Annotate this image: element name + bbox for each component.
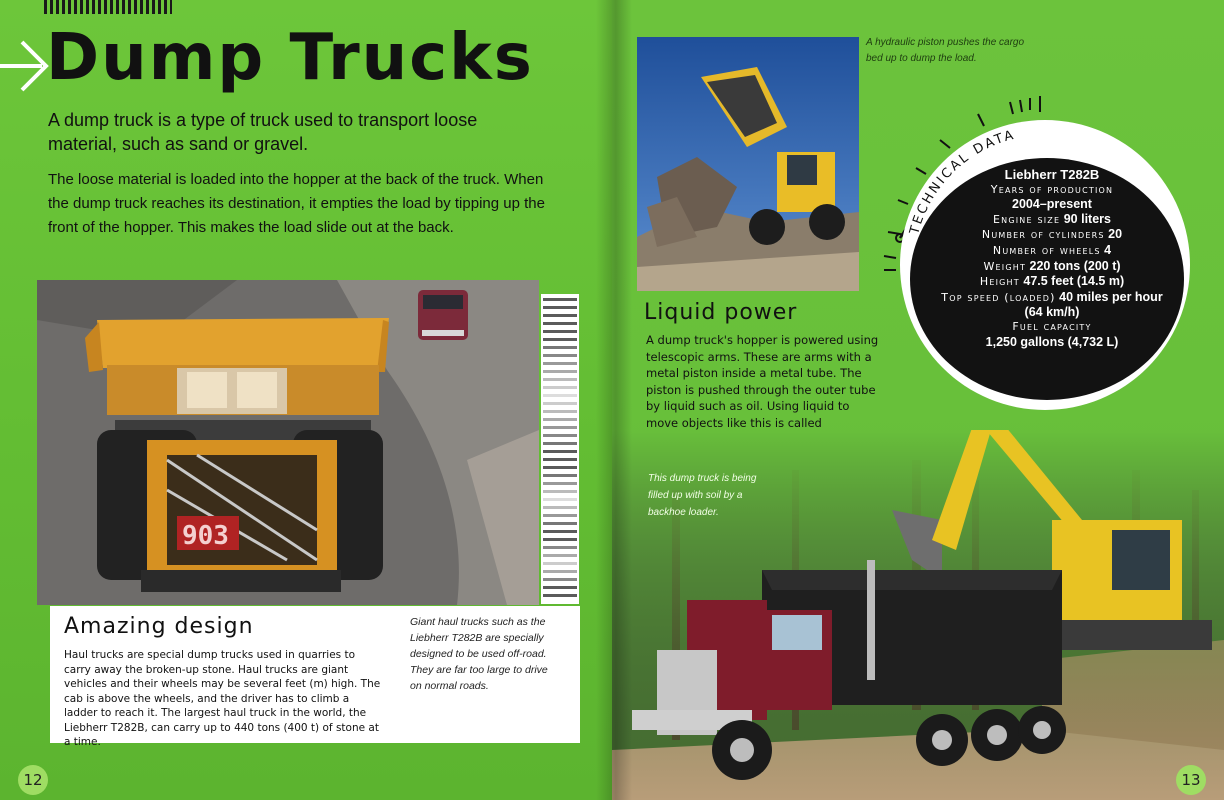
design-heading: Amazing design bbox=[64, 614, 254, 639]
tipping-caption: A hydraulic piston pushes the cargo bed up to dump the load. bbox=[866, 37, 1025, 64]
tech-weight-value: 220 tons (200 t) bbox=[1029, 258, 1121, 273]
tech-data-title: TECHNICAL DATA bbox=[907, 127, 1018, 237]
haul-truck-caption: Giant haul trucks such as the Liebherr T282B are specially designed to be used off-road. They are far too large to drive on normal roads. bbox=[410, 616, 548, 692]
tech-height-label: Height bbox=[979, 275, 1020, 289]
page-number-right: 13 bbox=[1176, 765, 1206, 795]
tech-years-value: 2004–present bbox=[1012, 197, 1092, 212]
arrow-icon bbox=[0, 38, 50, 94]
car bbox=[418, 290, 468, 340]
book-gutter bbox=[596, 0, 632, 800]
tech-vehicle-name: Liebherr T282B bbox=[1004, 167, 1100, 182]
header-stripes bbox=[44, 0, 172, 14]
tech-fuel-value: 1,250 gallons (4,732 L) bbox=[985, 334, 1119, 349]
tech-engine-label: Engine size bbox=[993, 212, 1061, 226]
tech-speed-value: 40 miles per hour bbox=[1059, 289, 1163, 304]
body-paragraph: The loose material is loaded into the hopper at the back of the truck. When the dump truck reaches its destination, it empties the load by tipping up the front of the hopper. This makes the load slide out at the back. bbox=[48, 171, 545, 236]
tech-wheels-value: 4 bbox=[1104, 242, 1112, 257]
tech-speed-label: Top speed (loaded) bbox=[941, 290, 1056, 304]
lead-paragraph: A dump truck is a type of truck used to transport loose material, such as sand or gravel. bbox=[48, 110, 478, 154]
tech-data-list bbox=[928, 168, 1176, 349]
tech-height-value: 47.5 feet (14.5 m) bbox=[1023, 274, 1125, 289]
liquid-heading: Liquid power bbox=[644, 300, 798, 325]
tipping-truck-photo bbox=[637, 37, 859, 291]
tech-speed-value-metric: (64 km/h) bbox=[1024, 305, 1080, 320]
haul-truck bbox=[85, 318, 389, 592]
decorative-bar-strip bbox=[541, 294, 579, 604]
page-number-left: 12 bbox=[18, 765, 48, 795]
tech-years-label: Years of production bbox=[990, 182, 1114, 196]
tech-cylinders-label: Number of cylinders bbox=[981, 228, 1105, 242]
tech-wheels-label: Number of wheels bbox=[992, 243, 1101, 257]
truck-number: 903 bbox=[182, 521, 229, 551]
liquid-paragraph: A dump truck's hopper is powered using telescopic arms. These are arms with a metal piston inside a metal tube. The piston is pushed through the outer tube by liquid such as oil. Using liquid to move objects like this is called bbox=[646, 333, 879, 430]
tech-cylinders-value: 20 bbox=[1108, 227, 1123, 242]
tech-fuel-label: Fuel capacity bbox=[1012, 319, 1092, 333]
design-paragraph: Haul trucks are special dump trucks used in quarries to carry away the broken-up stone. Haul trucks are giant vehicles and their wheels may be several feet (m) high. The cab is above the wheels, and the driver has to climb a ladder to reach it. The largest haul truck in the world, the Liebherr T282B, can carry up to 440 tons (400 t) of stone at a time. bbox=[64, 649, 381, 748]
tech-engine-value: 90 liters bbox=[1063, 211, 1111, 226]
tech-weight-label: Weight bbox=[983, 259, 1027, 273]
haul-truck-photo bbox=[37, 280, 539, 605]
scene-caption: This dump truck is being filled up with soil by a backhoe loader. bbox=[648, 473, 757, 518]
page-title: Dump Trucks bbox=[46, 21, 534, 95]
